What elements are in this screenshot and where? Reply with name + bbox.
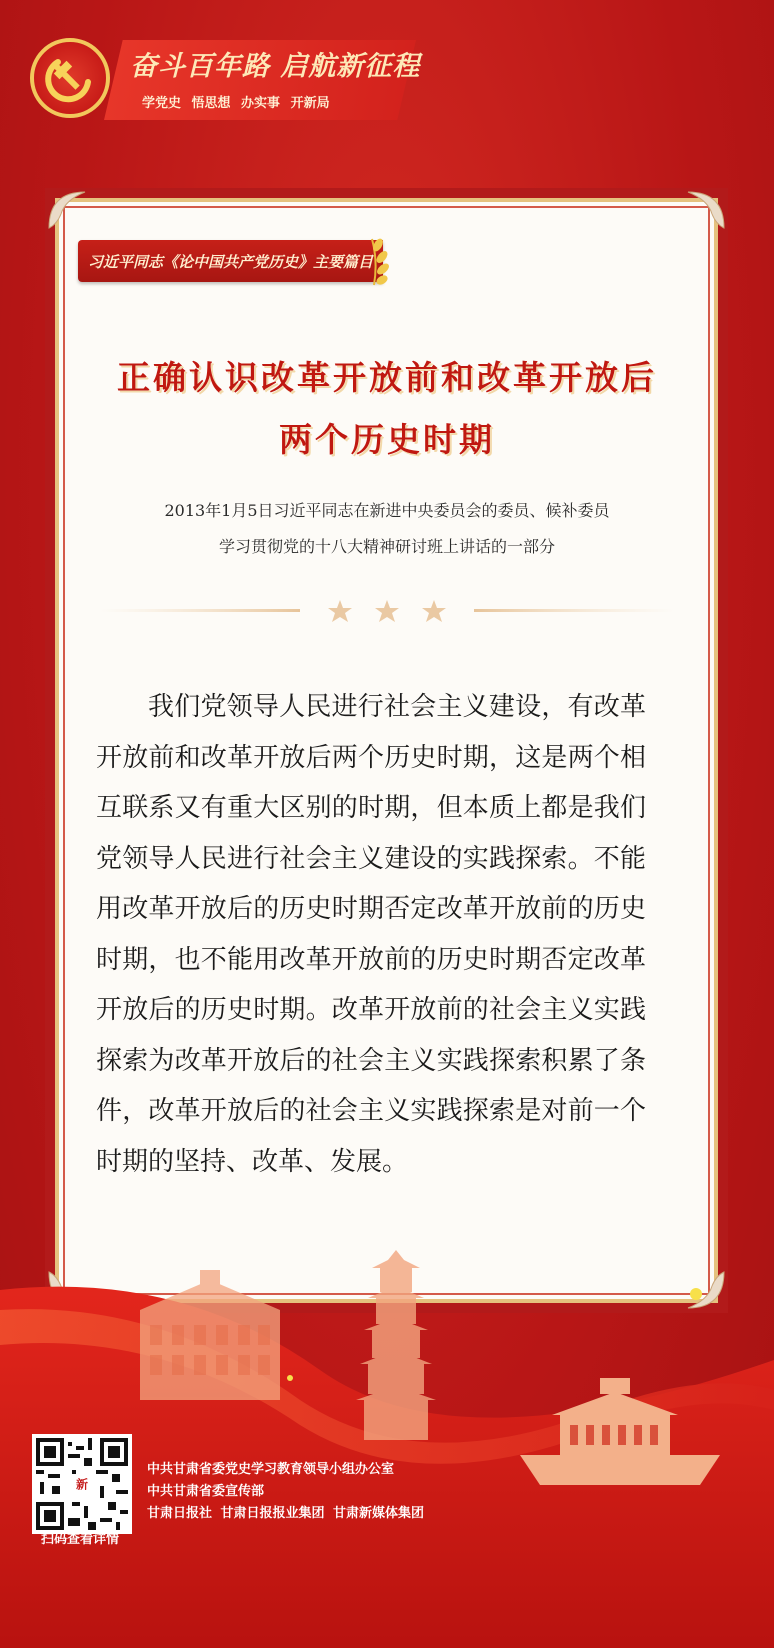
qr-center-logo: 新 (75, 1477, 89, 1492)
slogan-text: 奋斗百年路 启航新征程 (130, 51, 421, 82)
header (30, 36, 430, 126)
article-title-line-2: 两个历史时期 (279, 420, 495, 459)
source-line-2: 学习贯彻党的十八大精神研讨班上讲话的一部分 (218, 537, 555, 556)
article-title-line-1: 正确认识改革开放前和改革开放后 (117, 358, 657, 397)
corner-ornament-icon (686, 190, 726, 230)
light-dot-icon (690, 1288, 702, 1300)
wheat-icon (368, 235, 394, 287)
subslogan-text: 学党史 悟思想 办实事 开新局 (142, 96, 330, 111)
star-icon (328, 600, 446, 622)
org-line-1: 中共甘肃省委党史学习教育领导小组办公室 (147, 1462, 395, 1477)
article-body: 我们党领导人民进行社会主义建设，有改革开放前和改革开放后两个历史时期，这是两个相互联系又有重大区别的时期，但本质上都是我们党领导人民进行社会主义建设的实践探索。不能用改革开放后的历史时期否定改革开放前的历史时期，也不能用改革开放前的历史时期否定改革开放后的历史时期。改革开放前的社会主义实践探索为改革开放后的社会主义实践探索积累了条件，改革开放后的社会主义实践探索是对前一个时期的坚持、改革、发展。 (96, 692, 646, 1177)
series-ribbon: 习近平同志《论中国共产党历史》主要篇目 (78, 240, 383, 282)
org-line-3: 甘肃日报社 甘肃日报报业集团 甘肃新媒体集团 (147, 1506, 425, 1521)
source-line-1: 2013年1月5日习近平同志在新进中央委员会的委员、候补委员 (164, 501, 610, 520)
hammer-sickle-icon (44, 52, 96, 104)
star-divider (100, 596, 674, 626)
corner-ornament-icon (47, 190, 87, 230)
party-emblem (30, 38, 110, 118)
qr-code-icon (36, 1438, 128, 1530)
org-line-2: 中共甘肃省委宣传部 (147, 1484, 265, 1499)
qr-label: 扫码查看详情 (40, 1532, 119, 1547)
qr-code[interactable] (32, 1434, 132, 1534)
